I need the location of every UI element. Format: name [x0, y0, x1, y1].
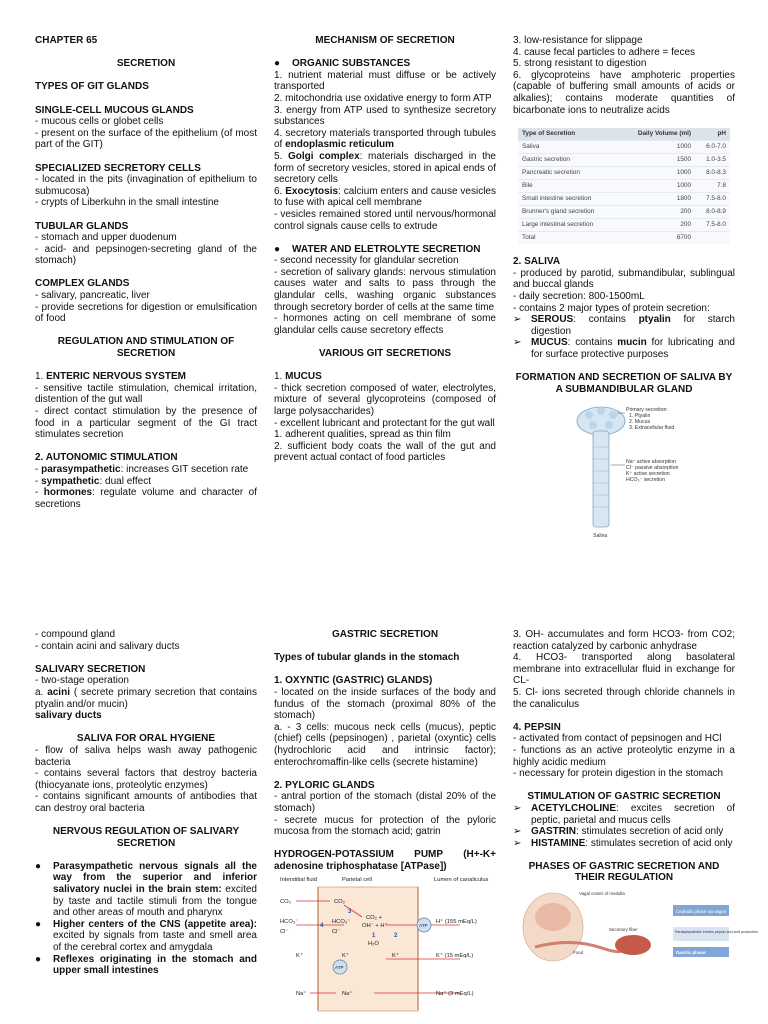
figure-label: Na⁺ active absorption	[626, 459, 677, 466]
parietal-cell-shape	[318, 887, 418, 1011]
bold-term: parasympathetic	[41, 463, 121, 475]
subheading: HYDROGEN-POTASSIUM PUMP (H+-K+ adenosine triphosphatase [ATPase])	[274, 849, 496, 872]
bullet-text: - provide secretions for digestion or emulsification of food	[35, 301, 257, 325]
figure-label: Food	[573, 950, 584, 956]
step-number: 3	[348, 909, 352, 916]
column-1	[35, 629, 257, 977]
table-cell: 1800	[619, 193, 696, 206]
bold-term: HISTAMINE	[531, 837, 586, 849]
arrow-list-item	[513, 826, 735, 838]
table-body	[518, 141, 730, 245]
figure-label: ATP	[335, 965, 344, 971]
bullet-text: - daily secretion: 800-1500mL	[513, 290, 645, 302]
table-cell: 200	[619, 206, 696, 219]
gastric-phases-figure	[513, 887, 758, 957]
table-cell	[695, 232, 730, 245]
bullet-text: - necessary for protein digestion in the stomach	[513, 768, 724, 780]
figure-label: Primary secretion:	[626, 407, 668, 414]
column-3	[513, 35, 735, 539]
bullet-text: - second necessity for glandular secretion	[274, 255, 459, 267]
bullet-text: - excellent lubricant and protectant for the gut wall	[274, 417, 495, 429]
text: : increases GIT secetion rate	[120, 463, 249, 475]
table-cell: 6700	[619, 232, 696, 245]
figure-label: Na⁺	[342, 991, 353, 998]
table-cell: 8.0-8.9	[695, 206, 730, 219]
text: excited by signals from taste and smell area of the cerebral cortex and amygdala	[53, 930, 257, 954]
number: 1.	[274, 371, 286, 383]
bold-term: SEROUS	[531, 314, 574, 326]
text: for starch digestion	[531, 314, 735, 337]
numbered-heading	[35, 371, 257, 383]
table-cell: Small intestine secretion	[518, 193, 619, 206]
figure-label: Secretory fiber	[609, 927, 638, 933]
text: : stimulates secretion of acid only	[576, 826, 724, 838]
bullet-text: - compound gland	[35, 629, 116, 640]
bullet-text: - contain acini and salivary ducts	[35, 640, 180, 652]
bullet-text: - secretion of salivary glands: nervous stimulation causes water and salts to pass through the glandular cells, washing organic substances through secretory border of cells at the same time	[274, 266, 496, 313]
bullet-text: - present on the surface of the epithelium (of most part of the GIT)	[35, 127, 257, 151]
column-2	[274, 629, 496, 1010]
bullet-text: - sensitive tactile stimulation, chemical irritation, distention of the gut wall	[35, 382, 257, 406]
subheading: COMPLEX GLANDS	[35, 278, 130, 290]
table-cell: 7.5-8.0	[695, 219, 730, 232]
figure-label: Cl⁻	[332, 929, 341, 936]
section-heading: VARIOUS GIT SECRETIONS	[318, 348, 452, 360]
bullet-text: - located on the inside surfaces of the body and fundus of the stomach (proximal 80% of the stomach)	[274, 686, 496, 722]
figure-label: K⁺	[342, 953, 349, 960]
bullet-item	[35, 861, 257, 919]
numbered-heading: 4. PEPSIN	[513, 721, 561, 733]
section-heading: FORMATION AND SECRETION OF SALIVA BY A SUBMANDIBULAR GLAND	[515, 372, 733, 395]
figure-label: 3. Extracellular fluid	[629, 425, 675, 432]
bullet-dot-icon: ●	[35, 953, 42, 965]
column-header: pH	[695, 128, 730, 141]
table-row	[518, 193, 730, 206]
figure-label: Cl⁻ passive absorption	[626, 465, 679, 472]
bullet-text: - sympathetic: dual effect	[35, 475, 151, 487]
bullet-text: - mucous cells or globet cells	[35, 116, 164, 128]
text: : calcium enters and cause vesicles to fuse with apical cell membrane	[274, 185, 496, 209]
subheading: SALIVARY SECRETION	[35, 663, 146, 675]
table-row	[518, 180, 730, 193]
heading-text: ORGANIC SUBSTANCES	[292, 58, 411, 70]
bullet-text: - parasympathetic: increases GIT secetion rate	[35, 463, 249, 475]
bold-term: endoplasmic reticulum	[285, 139, 395, 151]
numbered-text: 3. energy from ATP used to synthesize secretory substances	[274, 104, 496, 128]
numbered-text: 4. HCO3- transported along basolateral membrane into extracellular fluid in exchange for CL-	[513, 652, 735, 687]
number: 5.	[274, 150, 288, 162]
bold-term: Golgi complex	[287, 150, 360, 162]
bullet-text: - hormones: regulate volume and character of secretions	[35, 487, 257, 510]
bullet-text: - acid- and pepsinogen-secreting gland of the stomach)	[35, 243, 257, 267]
numbered-text: 2. sufficient body coats the wall of the gut and prevent actual contact of food particles	[274, 440, 496, 464]
bullet-text: - direct contact stimulation by the presence of food in a particular segment of the GI tract stimulates secretion	[35, 406, 257, 441]
table-cell: 1000	[619, 180, 696, 193]
section-heading: TYPES OF GIT GLANDS	[35, 81, 149, 93]
bullet-text: - thick secretion composed of water, electrolytes, mixture of several glycoproteins (composed of large polysaccharides)	[274, 382, 496, 417]
bullet-text: - crypts of Liberkuhn in the small intestine	[35, 197, 219, 209]
table-cell: Saliva	[518, 141, 619, 154]
chapter-title: CHAPTER 65	[35, 35, 98, 46]
heading-text: WATER AND ELETROLYTE SECRETION	[292, 243, 481, 255]
bullet-text: - produced by parotid, submandibular, sublingual and buccal glands	[513, 267, 735, 291]
table-row	[518, 206, 730, 219]
figure-label: 2. Mucus	[629, 419, 651, 426]
table-cell: 7.8	[695, 180, 730, 193]
arrow-list-item	[513, 337, 735, 360]
bullet-text: - vesicles remained stored until nervous/hormonal control signals cause cells to extrude	[274, 208, 496, 232]
bold-term: sympathetic	[41, 475, 100, 487]
subheading: SPECIALIZED SECRETORY CELLS	[35, 162, 201, 174]
text: : contains	[573, 314, 639, 326]
bold-term: acini	[47, 686, 70, 698]
bullet-heading	[274, 58, 496, 70]
bold-term: ENTERIC NERVOUS SYSTEM	[46, 371, 186, 383]
bold-term: hormones	[43, 487, 93, 499]
arrow-bullet-icon: ➢	[513, 337, 522, 349]
text: for lubricating and for surface protective purposes	[531, 337, 735, 360]
bullet-text: - activated from contact of pepsinogen and HCl	[513, 733, 722, 745]
bullet-heading	[274, 244, 496, 256]
arrow-list-item	[513, 314, 735, 337]
numbered-heading: 2. PYLORIC GLANDS	[274, 779, 375, 791]
section-heading: STIMULATION OF GASTRIC SECRETION	[527, 791, 721, 803]
column-header: Daily Volume (ml)	[619, 128, 696, 141]
column-3	[513, 629, 758, 957]
figure-label: OH⁻ + H⁺	[362, 923, 388, 930]
section-heading: GASTRIC SECRETION	[331, 629, 439, 640]
bullet-text: - hormones acting on cell membrane of some glandular cells cause secretory effects	[274, 313, 496, 336]
section-heading: SECRETION	[116, 58, 176, 70]
table-row	[518, 232, 730, 245]
figure-label: Cephalic phase via vagus	[676, 909, 727, 915]
numbered-heading: 1. OXYNTIC (GASTRIC) GLANDS)	[274, 675, 433, 687]
section-heading: NERVOUS REGULATION OF SALIVARY SECRETION	[52, 826, 240, 849]
numbered-heading: 2. SALIVA	[513, 256, 561, 268]
numbered-text: 2. mitochondria use oxidative energy to form ATP	[274, 92, 492, 104]
text: 4. secretory materials transported through tubules of	[274, 127, 496, 151]
arrow-bullet-icon: ➢	[513, 802, 522, 814]
section-heading: PHASES OF GASTRIC SECRETION AND THEIR REGULATION	[528, 860, 720, 884]
figure-label: Interstitial fluid	[280, 877, 318, 884]
table-row	[518, 154, 730, 167]
figure-label: HCO₃⁻	[332, 919, 351, 926]
figure-label: HCO₃⁻ secretion	[626, 477, 665, 484]
table-row	[518, 219, 730, 232]
bullet-text: - salivary, pancreatic, liver	[35, 290, 150, 302]
section-heading: MECHANISM OF SECRETION	[315, 35, 455, 46]
text: : excites secretion of peptic, parietal and mucus cells	[531, 802, 735, 826]
numbered-text: 3. low-resistance for slippage	[513, 35, 643, 46]
figure-label: K⁺	[392, 953, 399, 960]
page-2	[0, 512, 768, 1024]
bullet-text	[35, 687, 257, 710]
figure-label: ATP	[419, 923, 428, 929]
bullet-text: - two-stage operation	[35, 675, 129, 687]
arrow-bullet-icon: ➢	[513, 826, 522, 838]
number: a.	[35, 686, 48, 698]
bullet-dot-icon: ●	[274, 58, 281, 70]
numbered-text	[274, 151, 496, 186]
numbered-text: 3. OH- accumulates and form HCO3- from CO2; reaction catalyzed by carbonic anhydrase	[513, 629, 735, 652]
numbered-text: 5. Cl- ions secreted through chloride channels in the canaliculus	[513, 686, 735, 710]
number: 6.	[274, 185, 286, 197]
figure-label: Na⁺	[296, 991, 307, 998]
bold-term: mucin	[617, 337, 647, 349]
arrow-bullet-icon: ➢	[513, 837, 522, 849]
column-header: Type of Secretion	[518, 128, 619, 141]
text: : contains	[567, 337, 618, 349]
text: : dual effect	[99, 475, 151, 487]
bullet-text: - contains 2 major types of protein secretion:	[513, 302, 710, 314]
figure-label: Cl⁻	[280, 929, 289, 936]
table-cell: Gastric secretion	[518, 154, 619, 167]
text: excited by taste and tactile stimuli from the tongue and other areas of mouth and pharynx	[53, 884, 257, 919]
table-cell: 1000	[619, 167, 696, 180]
table-row	[518, 167, 730, 180]
bold-term: Parasympathetic nervous signals all the way from the superior and inferior salivatory nuclei in the brain stem:	[53, 860, 257, 896]
subheading: Types of tubular glands in the stomach	[274, 652, 460, 664]
table-cell: 1000	[619, 141, 696, 154]
bold-term: Reflexes originating in the stomach and upper small intestines	[53, 953, 257, 977]
brain-shape	[535, 903, 571, 931]
numbered-text: 6. glycoproteins have amphoteric properties (capable of buffering small amounts of acids or alkalies); contains moderate quantities of bicarbonate ions to neutralize acids	[513, 69, 735, 116]
bullet-text: - stomach and upper duodenum	[35, 232, 177, 244]
subheading: TUBULAR GLANDS	[35, 220, 129, 232]
figure-label: Parasympathetic excites pepsin and acid production	[675, 930, 758, 935]
bullet-text: - antral portion of the stomach (distal 20% of the stomach)	[274, 791, 496, 814]
table-cell: 7.5-8.0	[695, 193, 730, 206]
numbered-text	[274, 128, 496, 151]
figure-label: CO₂	[334, 899, 345, 906]
section-heading: SALIVA FOR ORAL HYGIENE	[76, 733, 216, 745]
figure-label: K⁺ active secretion	[626, 471, 670, 478]
figure-label: Saliva	[593, 533, 608, 540]
arrow-list-item	[513, 803, 735, 826]
bullet-text: - flow of saliva helps wash away pathogenic bacteria	[35, 744, 257, 768]
table-cell: 1.0-3.5	[695, 154, 730, 167]
figure-label: H₂O	[368, 941, 379, 948]
text: : materials discharged in the form of secretory vesicles, stored in apical ends of secretory cells	[274, 150, 496, 186]
step-number: 2	[394, 933, 398, 940]
figure-label: Na⁺ (3 mEq/L)	[436, 991, 474, 998]
table-cell: Pancreatic secretion	[518, 167, 619, 180]
table-cell: Bile	[518, 180, 619, 193]
table-cell: Brunner's gland secretion	[518, 206, 619, 219]
bullet-text: - contains significant amounts of antibodies that can destroy oral bacteria	[35, 791, 257, 814]
table-header-row	[518, 128, 730, 141]
section-heading: REGULATION AND STIMULATION OF SECRETION	[57, 336, 235, 360]
table-cell: 6.0-7.0	[695, 141, 730, 154]
table-cell: 200	[619, 219, 696, 232]
numbered-text: 1. adherent qualities, spread as thin film	[274, 429, 451, 441]
column-2	[274, 35, 496, 464]
number: 1.	[35, 371, 47, 383]
bullet-dot-icon: ●	[274, 243, 281, 255]
numbered-text: 4. cause fecal particles to adhere = feces	[513, 46, 696, 58]
bold-term: GASTRIN	[531, 826, 576, 838]
numbered-text: 1. nutrient material must diffuse or be actively transported	[274, 69, 496, 93]
bullet-dot-icon: ●	[35, 860, 42, 872]
numbered-heading: 2. AUTONOMIC STIMULATION	[35, 452, 178, 464]
numbered-text	[274, 186, 496, 209]
numbered-text: 5. strong resistant to digestion	[513, 58, 647, 70]
table-row	[518, 141, 730, 154]
stomach-shape	[615, 935, 651, 955]
step-number: 4	[320, 923, 324, 930]
figure-label: H⁺ (155 mEq/L)	[436, 919, 477, 926]
column-1	[35, 35, 257, 510]
figure-label: Gastric phase:	[676, 950, 707, 956]
step-number: 1	[372, 933, 376, 940]
table-cell: 1500	[619, 154, 696, 167]
text: ( secrete primary secretion that contains ptyalin and/or mucin)	[35, 686, 257, 710]
subheading: SINGLE-CELL MUCOUS GLANDS	[35, 104, 194, 116]
figure-label: K⁺	[296, 953, 303, 960]
bold-term: ACETYLCHOLINE	[531, 802, 616, 814]
bold-term: MUCUS	[285, 371, 322, 383]
bold-term: Higher centers of the CNS (appetite area):	[53, 918, 257, 930]
figure-label: Vagal center of medulla	[579, 891, 625, 897]
numbered-heading	[274, 371, 496, 383]
bullet-text: - located in the pits (invagination of epithelium to submucosa)	[35, 174, 257, 197]
bold-term: MUCUS	[531, 337, 568, 349]
figure-label: CO₂ +	[366, 915, 382, 922]
bullet-text: - contains several factors that destroy bacteria (thiocyanate ions, proteolytic enzymes)	[35, 768, 257, 791]
table-cell: Large intestinal secretion	[518, 219, 619, 232]
bold-term: salivary ducts	[35, 710, 102, 722]
figure-label: Lumen of canaliculus	[434, 877, 489, 884]
text: : stimulates secretion of acid only	[585, 837, 733, 849]
figure-label: CO₂	[280, 899, 291, 906]
bold-term: Exocytosis	[285, 185, 339, 197]
hydrogen-potassium-pump-figure	[274, 875, 496, 1010]
figure-label: K⁺ (15 mEq/L)	[436, 953, 474, 960]
bullet-item	[35, 954, 257, 977]
figure-label: HCO₃⁻	[280, 919, 299, 926]
arrow-list-item	[513, 838, 735, 850]
bullet-text: a. - 3 cells: mucous neck cells (mucus), peptic (chief) cells (pepsinogen) , parietal (oxyntic) cells (hydrochloric acid and intrinsic factor); enterochromaffin-like cells (secrete histamine)	[274, 721, 496, 768]
bullet-item	[35, 919, 257, 954]
bold-term: ptyalin	[638, 314, 671, 326]
table-cell: Total	[518, 232, 619, 245]
table-cell: 8.0-8.3	[695, 167, 730, 180]
secretion-volume-table	[518, 128, 730, 244]
bullet-dot-icon: ●	[35, 918, 42, 930]
figure-label: Parietal cell	[342, 877, 372, 884]
bullet-text: - secrete mucus for protection of the pyloric mucosa from the stomach acid; gatrin	[274, 814, 496, 838]
bullet-text: - functions as an active proteolytic enzyme in a highly acidic medium	[513, 744, 735, 768]
text: : regulate volume and character of secretions	[35, 487, 257, 510]
figure-label: 1. Ptyalin	[629, 413, 651, 420]
arrow-bullet-icon: ➢	[513, 314, 522, 326]
